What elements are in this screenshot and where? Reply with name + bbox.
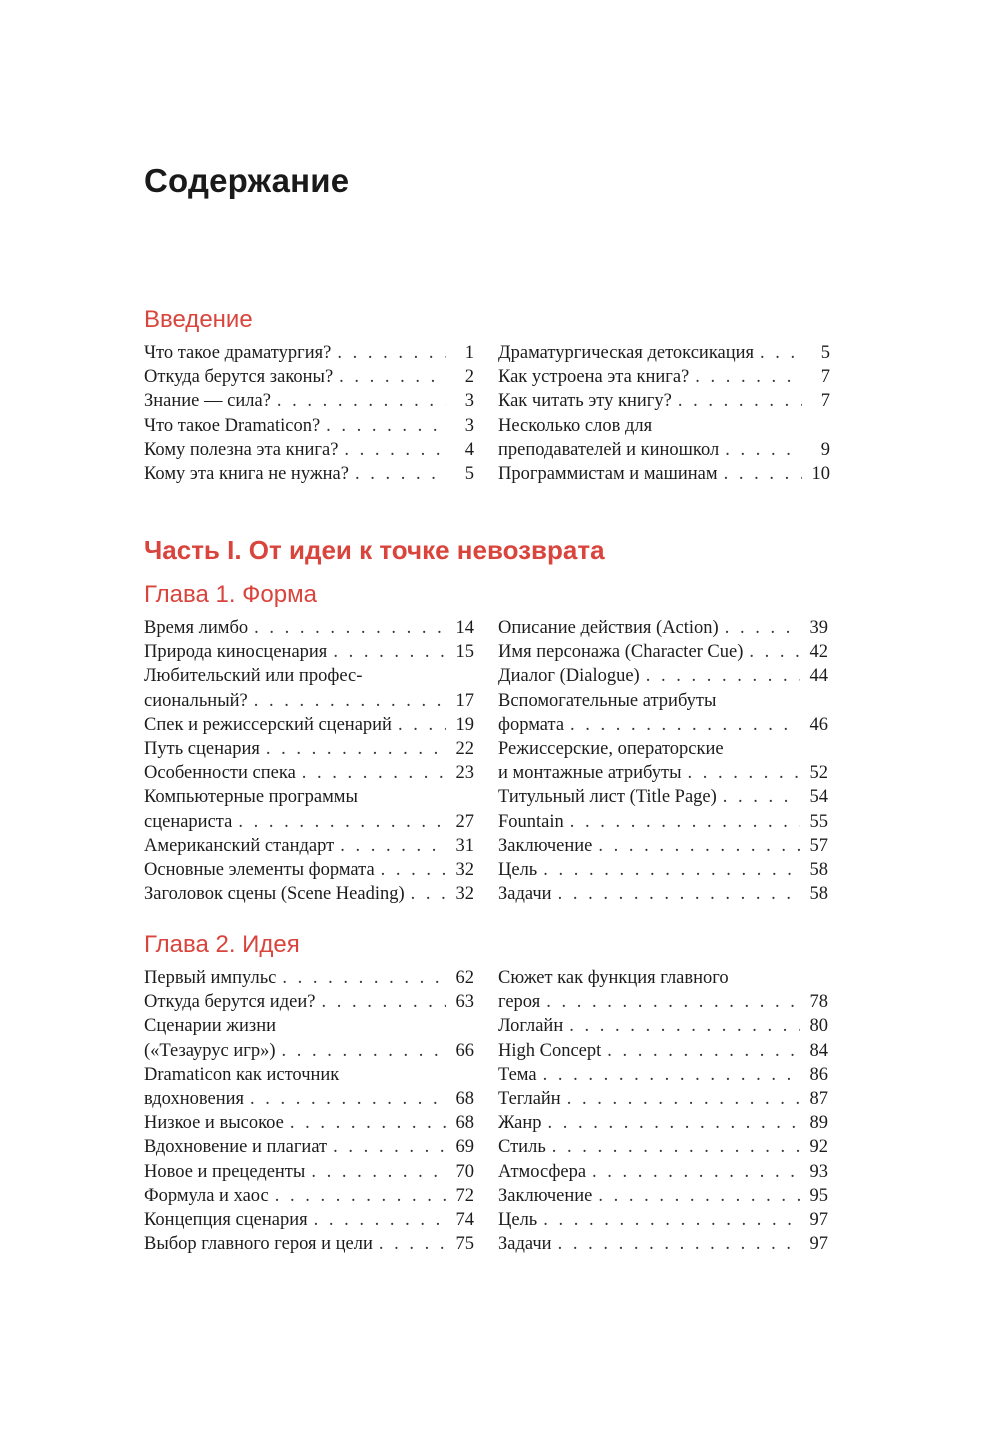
chapter-heading-1: Глава 1. Форма bbox=[144, 581, 317, 608]
toc-entry[interactable] bbox=[498, 1039, 828, 1063]
toc-entry[interactable] bbox=[144, 616, 474, 640]
toc-entry[interactable] bbox=[498, 1111, 828, 1135]
toc-entry-title: Путь сценария bbox=[144, 738, 260, 759]
toc-entry-page: 97 bbox=[809, 1234, 828, 1255]
toc-entry-title: Особенности спека bbox=[144, 763, 296, 784]
toc-leader-dots bbox=[314, 1208, 446, 1232]
toc-entry-page: 42 bbox=[809, 642, 828, 663]
toc-entry-title: Несколько слов для bbox=[498, 415, 653, 436]
toc-entry[interactable] bbox=[144, 389, 474, 413]
toc-entry-title: Цель bbox=[498, 1209, 538, 1230]
toc-entry[interactable] bbox=[144, 1039, 474, 1063]
toc-leader-dots bbox=[592, 1160, 800, 1184]
toc-entry-title: Dramaticon как источник bbox=[144, 1064, 340, 1085]
toc-entry[interactable] bbox=[498, 1135, 828, 1159]
toc-entry-title: Что такое драматургия? bbox=[144, 343, 332, 363]
toc-entry-title: Спек и режиссерский сценарий bbox=[144, 714, 392, 735]
toc-entry[interactable] bbox=[144, 834, 474, 858]
toc-entry-title: Компьютерные программы bbox=[144, 787, 358, 808]
toc-entry[interactable] bbox=[144, 1014, 474, 1038]
toc-entry-title: Кому полезна эта книга? bbox=[144, 439, 339, 460]
toc-leader-dots bbox=[695, 365, 802, 389]
toc-entry[interactable] bbox=[144, 365, 474, 389]
toc-entry[interactable] bbox=[498, 1063, 828, 1087]
toc-entry-page: 46 bbox=[809, 714, 828, 735]
toc-leader-dots bbox=[543, 1063, 800, 1087]
toc-entry-page: 72 bbox=[455, 1185, 474, 1206]
toc-entry[interactable] bbox=[144, 1063, 474, 1087]
toc-entry-page: 70 bbox=[455, 1161, 474, 1182]
toc-leader-dots bbox=[546, 990, 800, 1014]
toc-leader-dots bbox=[543, 1208, 800, 1232]
toc-entry-title: Имя персонажа (Character Cue) bbox=[498, 642, 744, 663]
toc-leader-dots bbox=[282, 966, 446, 990]
toc-leader-dots bbox=[355, 462, 446, 486]
toc-leader-dots bbox=[275, 1184, 446, 1208]
toc-entry[interactable] bbox=[144, 990, 474, 1014]
toc-entry[interactable] bbox=[144, 1160, 474, 1184]
section-heading-intro: Введение bbox=[144, 306, 253, 333]
page-title: Содержание bbox=[144, 162, 350, 199]
toc-leader-dots bbox=[344, 438, 446, 462]
toc-entry[interactable] bbox=[144, 341, 474, 365]
toc-entry-page: 39 bbox=[809, 618, 828, 638]
toc-entry[interactable] bbox=[498, 389, 830, 413]
toc-entry-title: Выбор главного героя и цели bbox=[144, 1234, 373, 1255]
toc-entry[interactable] bbox=[498, 1160, 828, 1184]
toc-leader-dots bbox=[558, 882, 800, 906]
toc-entry-page: 2 bbox=[464, 367, 474, 388]
toc-entry-title: Атмосфера bbox=[498, 1161, 587, 1182]
toc-leader-dots bbox=[290, 1111, 446, 1135]
toc-entry-title: героя bbox=[498, 992, 541, 1013]
toc-leader-dots bbox=[749, 640, 800, 664]
toc-entry[interactable] bbox=[144, 664, 474, 688]
toc-leader-dots bbox=[570, 810, 800, 834]
toc-entry-page: 9 bbox=[820, 439, 830, 460]
toc-entry[interactable] bbox=[498, 365, 830, 389]
toc-entry-page: 87 bbox=[809, 1088, 828, 1109]
toc-entry-title: Американский стандарт bbox=[144, 835, 335, 856]
toc-entry-title: («Тезаурус игр») bbox=[144, 1040, 276, 1061]
toc-entry[interactable] bbox=[144, 438, 474, 462]
toc-entry-title: High Concept bbox=[498, 1040, 602, 1061]
toc-entry-title: Время лимбо bbox=[144, 618, 249, 638]
toc-entry[interactable] bbox=[144, 414, 474, 438]
toc-entry[interactable] bbox=[498, 462, 830, 486]
toc-leader-dots bbox=[321, 990, 446, 1014]
toc-entry-title: Жанр bbox=[498, 1113, 542, 1134]
toc-entry[interactable] bbox=[498, 1208, 828, 1232]
toc-leader-dots bbox=[543, 858, 800, 882]
toc-entry-page: 95 bbox=[809, 1185, 828, 1206]
toc-entry-title: и монтажные атрибуты bbox=[498, 763, 682, 784]
toc-entry-title: Откуда берутся идеи? bbox=[144, 992, 316, 1013]
toc-entry-page: 58 bbox=[809, 859, 828, 880]
toc-leader-dots bbox=[277, 389, 446, 413]
toc-entry[interactable] bbox=[144, 1111, 474, 1135]
toc-entry[interactable] bbox=[144, 785, 474, 809]
toc-leader-dots bbox=[607, 1039, 800, 1063]
toc-entry-title: Стиль bbox=[498, 1137, 546, 1158]
toc-leader-dots bbox=[339, 365, 446, 389]
toc-leader-dots bbox=[411, 882, 446, 906]
toc-leader-dots bbox=[760, 341, 802, 365]
toc-leader-dots bbox=[302, 761, 446, 785]
toc-leader-dots bbox=[569, 1014, 800, 1038]
toc-entry[interactable] bbox=[498, 1232, 828, 1256]
toc-leader-dots bbox=[688, 761, 800, 785]
toc-entry-title: Сценарии жизни bbox=[144, 1016, 277, 1037]
toc-leader-dots bbox=[379, 1232, 446, 1256]
toc-leader-dots bbox=[678, 389, 802, 413]
toc-column-ch1-right bbox=[498, 616, 828, 906]
toc-entry[interactable] bbox=[498, 761, 828, 785]
toc-entry-title: Логлайн bbox=[498, 1016, 564, 1037]
toc-leader-dots bbox=[725, 438, 802, 462]
toc-entry[interactable] bbox=[498, 737, 828, 761]
toc-entry-title: Откуда берутся законы? bbox=[144, 367, 334, 388]
toc-entry-page: 23 bbox=[455, 763, 474, 784]
toc-entry-title: Природа киносценария bbox=[144, 642, 328, 663]
toc-entry-page: 93 bbox=[809, 1161, 828, 1182]
toc-entry-title: Драматургическая детоксикация bbox=[498, 343, 755, 363]
toc-entry[interactable] bbox=[144, 1232, 474, 1256]
toc-leader-dots bbox=[340, 834, 446, 858]
toc-entry[interactable] bbox=[144, 1208, 474, 1232]
toc-entry-title: Заключение bbox=[498, 835, 593, 856]
toc-entry-title: Теглайн bbox=[498, 1088, 561, 1109]
toc-entry-title: Основные элементы формата bbox=[144, 859, 375, 880]
toc-leader-dots bbox=[282, 1039, 446, 1063]
toc-entry-page: 3 bbox=[464, 391, 474, 412]
toc-entry-page: 55 bbox=[809, 811, 828, 832]
toc-leader-dots bbox=[326, 414, 446, 438]
toc-entry-page: 14 bbox=[455, 618, 474, 638]
toc-entry-page: 69 bbox=[455, 1137, 474, 1158]
toc-entry[interactable] bbox=[144, 810, 474, 834]
toc-entry[interactable] bbox=[498, 414, 830, 438]
toc-entry[interactable] bbox=[498, 664, 828, 688]
toc-entry[interactable] bbox=[498, 858, 828, 882]
toc-entry-page: 22 bbox=[455, 738, 474, 759]
toc-entry-title: Как устроена эта книга? bbox=[498, 367, 690, 388]
toc-entry[interactable] bbox=[498, 640, 828, 664]
toc-entry-title: Первый импульс bbox=[144, 968, 277, 988]
toc-leader-dots bbox=[723, 785, 800, 809]
toc-entry-page: 58 bbox=[809, 884, 828, 905]
toc-entry-title: Диалог (Dialogue) bbox=[498, 666, 640, 687]
toc-column-intro-right bbox=[498, 341, 830, 486]
chapter-heading-2: Глава 2. Идея bbox=[144, 931, 300, 958]
toc-entry[interactable] bbox=[498, 834, 828, 858]
toc-entry-title: сиональный? bbox=[144, 690, 248, 711]
toc-leader-dots bbox=[570, 713, 800, 737]
toc-leader-dots bbox=[333, 640, 446, 664]
toc-entry-title: Концепция сценария bbox=[144, 1209, 308, 1230]
toc-entry-title: Кому эта книга не нужна? bbox=[144, 463, 349, 484]
toc-leader-dots bbox=[552, 1135, 800, 1159]
toc-entry-title: формата bbox=[498, 714, 565, 735]
toc-entry-title: Заголовок сцены (Scene Heading) bbox=[144, 884, 405, 905]
toc-entry-page: 75 bbox=[455, 1234, 474, 1255]
toc-entry[interactable] bbox=[498, 785, 828, 809]
toc-entry-title: Вдохновение и плагиат bbox=[144, 1137, 328, 1158]
toc-entry-page: 4 bbox=[464, 439, 474, 460]
toc-entry[interactable] bbox=[144, 882, 474, 906]
toc-entry[interactable] bbox=[498, 810, 828, 834]
toc-entry-page: 97 bbox=[809, 1209, 828, 1230]
toc-entry-title: Режиссерские, операторские bbox=[498, 738, 724, 759]
toc-entry-title: Новое и прецеденты bbox=[144, 1161, 306, 1182]
toc-entry-title: Задачи bbox=[498, 884, 552, 905]
toc-leader-dots bbox=[558, 1232, 800, 1256]
toc-entry[interactable] bbox=[498, 1184, 828, 1208]
toc-entry-page: 7 bbox=[820, 391, 830, 412]
toc-entry[interactable] bbox=[144, 640, 474, 664]
toc-entry[interactable] bbox=[498, 1087, 828, 1111]
toc-entry[interactable] bbox=[498, 882, 828, 906]
toc-entry[interactable] bbox=[498, 616, 828, 640]
toc-entry-page: 54 bbox=[809, 787, 828, 808]
toc-entry-page: 84 bbox=[809, 1040, 828, 1061]
toc-entry[interactable] bbox=[144, 713, 474, 737]
toc-entry[interactable] bbox=[498, 689, 828, 713]
toc-leader-dots bbox=[547, 1111, 800, 1135]
toc-entry-title: Низкое и высокое bbox=[144, 1113, 284, 1134]
toc-entry-page: 78 bbox=[809, 992, 828, 1013]
toc-entry-page: 17 bbox=[455, 690, 474, 711]
toc-entry[interactable] bbox=[144, 1135, 474, 1159]
toc-entry[interactable] bbox=[498, 341, 830, 365]
toc-leader-dots bbox=[598, 1184, 800, 1208]
toc-entry-page: 68 bbox=[455, 1088, 474, 1109]
toc-leader-dots bbox=[238, 810, 446, 834]
toc-entry-page: 74 bbox=[455, 1209, 474, 1230]
toc-entry-page: 31 bbox=[455, 835, 474, 856]
toc-entry-page: 66 bbox=[455, 1040, 474, 1061]
toc-leader-dots bbox=[311, 1160, 446, 1184]
toc-entry-page: 44 bbox=[809, 666, 828, 687]
toc-column-ch1-left bbox=[144, 616, 474, 906]
toc-entry-page: 68 bbox=[455, 1113, 474, 1134]
toc-entry-page: 5 bbox=[820, 343, 830, 363]
toc-entry-title: Что такое Dramaticon? bbox=[144, 415, 321, 436]
toc-entry-page: 5 bbox=[464, 463, 474, 484]
toc-leader-dots bbox=[250, 1087, 446, 1111]
toc-entry-title: вдохновения bbox=[144, 1088, 245, 1109]
toc-leader-dots bbox=[398, 713, 446, 737]
toc-entry-page: 86 bbox=[809, 1064, 828, 1085]
toc-entry-page: 3 bbox=[464, 415, 474, 436]
toc-entry[interactable] bbox=[498, 966, 828, 990]
toc-entry-page: 62 bbox=[455, 968, 474, 988]
toc-entry[interactable] bbox=[144, 761, 474, 785]
toc-entry-title: Сюжет как функция главного bbox=[498, 968, 729, 988]
toc-entry-title: Тема bbox=[498, 1064, 537, 1085]
toc-entry-page: 80 bbox=[809, 1016, 828, 1037]
toc-column-ch2-left bbox=[144, 966, 474, 1256]
toc-entry-title: Знание — сила? bbox=[144, 391, 271, 412]
toc-column-intro-left bbox=[144, 341, 474, 486]
toc-entry[interactable] bbox=[498, 713, 828, 737]
toc-leader-dots bbox=[598, 834, 800, 858]
toc-entry-page: 32 bbox=[455, 884, 474, 905]
toc-entry[interactable] bbox=[144, 737, 474, 761]
toc-leader-dots bbox=[337, 341, 446, 365]
toc-entry-page: 7 bbox=[820, 367, 830, 388]
toc-entry-page: 32 bbox=[455, 859, 474, 880]
toc-leader-dots bbox=[724, 462, 802, 486]
toc-entry-page: 1 bbox=[464, 343, 474, 363]
toc-entry[interactable] bbox=[144, 966, 474, 990]
toc-column-ch2-right bbox=[498, 966, 828, 1256]
toc-leader-dots bbox=[381, 858, 446, 882]
toc-entry-page: 63 bbox=[455, 992, 474, 1013]
toc-leader-dots bbox=[333, 1135, 446, 1159]
toc-entry-title: Fountain bbox=[498, 811, 564, 832]
toc-entry[interactable] bbox=[144, 462, 474, 486]
toc-entry-page: 27 bbox=[455, 811, 474, 832]
toc-leader-dots bbox=[254, 616, 446, 640]
toc-entry-page: 57 bbox=[809, 835, 828, 856]
toc-entry-title: Любительский или профес- bbox=[144, 666, 363, 687]
toc-entry[interactable] bbox=[498, 438, 830, 462]
toc-leader-dots bbox=[266, 737, 446, 761]
toc-entry[interactable] bbox=[144, 1184, 474, 1208]
toc-leader-dots bbox=[725, 616, 800, 640]
toc-entry-title: Цель bbox=[498, 859, 538, 880]
toc-entry[interactable] bbox=[498, 990, 828, 1014]
toc-entry-title: Описание действия (Action) bbox=[498, 618, 719, 638]
toc-leader-dots bbox=[567, 1087, 800, 1111]
toc-entry-title: сценариста bbox=[144, 811, 233, 832]
toc-entry[interactable] bbox=[144, 1087, 474, 1111]
toc-entry-page: 89 bbox=[809, 1113, 828, 1134]
toc-entry-title: Вспомогательные атрибуты bbox=[498, 690, 717, 711]
toc-entry[interactable] bbox=[498, 1014, 828, 1038]
toc-entry-title: Заключение bbox=[498, 1185, 593, 1206]
toc-entry-title: Как читать эту книгу? bbox=[498, 391, 672, 412]
toc-entry-title: Задачи bbox=[498, 1234, 552, 1255]
toc-entry[interactable] bbox=[144, 689, 474, 713]
toc-entry-page: 92 bbox=[809, 1137, 828, 1158]
toc-entry-page: 10 bbox=[811, 463, 830, 484]
toc-entry[interactable] bbox=[144, 858, 474, 882]
part-heading-1: Часть I. От идеи к точке невозврата bbox=[144, 535, 605, 565]
toc-entry-title: Титульный лист (Title Page) bbox=[498, 787, 717, 808]
toc-entry-title: преподавателей и киношкол bbox=[498, 439, 720, 460]
toc-entry-page: 15 bbox=[455, 642, 474, 663]
toc-entry-title: Формула и хаос bbox=[144, 1185, 269, 1206]
toc-leader-dots bbox=[254, 689, 446, 713]
toc-entry-page: 52 bbox=[809, 763, 828, 784]
toc-entry-title: Программистам и машинам bbox=[498, 463, 718, 484]
toc-entry-page: 19 bbox=[455, 714, 474, 735]
toc-leader-dots bbox=[646, 664, 800, 688]
